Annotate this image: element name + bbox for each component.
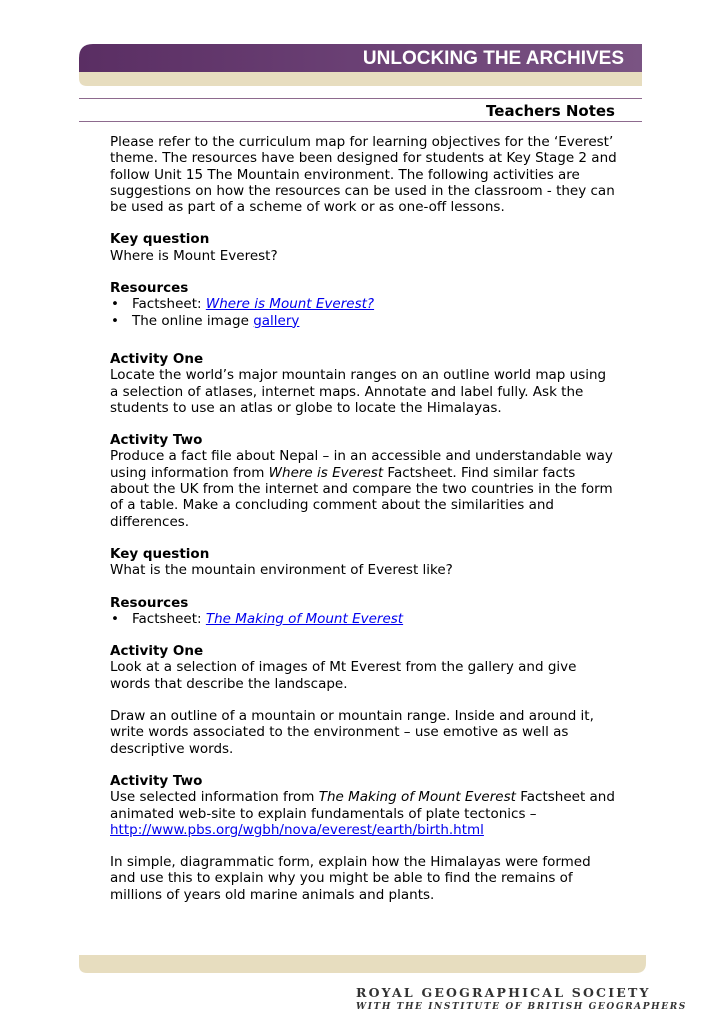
activity-two-text-b: Factsheet and animated web-site to explain fundamentals of plate tectonics – xyxy=(110,789,615,822)
footer-org-name: ROYAL GEOGRAPHICAL SOCIETY xyxy=(356,985,651,1000)
intro-paragraph: Please refer to the curriculum map for learning objectives for the ‘Everest’ theme. The resources have been designed for students at Key Stage 2 and follow Unit 15 The Mountain environment. The following activities are suggestions on how the resources can be used in the classroom - they can be used as part of a scheme of work or as one-off lessons. xyxy=(110,134,617,216)
activity-one-text-1: Locate the world’s major mountain ranges on an outline world map using a selection of atlases, internet maps. Annotate and label fully. Ask the students to use an atlas or globe to locate the Himalayas. xyxy=(110,367,607,416)
activity-two-text-2 xyxy=(110,789,618,822)
activity-two-text-a: Produce a fact file about Nepal – in an accessible and understandable way using information from xyxy=(110,448,613,481)
key-question-1: Where is Mount Everest? xyxy=(110,247,278,264)
activity-two-text-1 xyxy=(110,448,618,529)
list-item xyxy=(110,296,618,312)
activity-one-heading-2: Activity One xyxy=(110,643,204,660)
footer-band-shape xyxy=(79,955,646,973)
resource-prefix: Factsheet: xyxy=(132,610,206,627)
header-rule-top xyxy=(79,98,642,99)
resource-prefix: The online image xyxy=(132,312,254,329)
list-item xyxy=(110,611,618,627)
resources-heading-1: Resources xyxy=(110,280,189,297)
activity-two-heading-2: Activity Two xyxy=(110,772,203,789)
footer-org-subtitle: WITH THE INSTITUTE OF BRITISH GEOGRAPHERS xyxy=(356,1002,687,1012)
factsheet-link-making-of-everest[interactable]: The Making of Mount Everest xyxy=(205,610,404,627)
key-question-2: What is the mountain environment of Everest like? xyxy=(110,562,453,579)
gallery-link[interactable]: gallery xyxy=(253,312,300,329)
activity-two-italic: Where is Everest xyxy=(268,464,384,481)
activity-two-heading-1: Activity Two xyxy=(110,432,203,449)
activity-one-text-2b: Draw an outline of a mountain or mountain range. Inside and around it, write words associated to the environment – use emotive as well as descriptive words. xyxy=(110,708,594,757)
activity-one-text-2a: Look at a selection of images of Mt Everest from the gallery and give words that describe the landscape. xyxy=(110,659,577,692)
list-item xyxy=(110,313,618,329)
resources-heading-2: Resources xyxy=(110,594,189,611)
activity-two-text-2b: In simple, diagrammatic form, explain how the Himalayas were formed and use this to explain why you might be able to find the remains of millions of years old marine animals and plants. xyxy=(110,854,591,903)
page-title: Teachers Notes xyxy=(486,102,615,120)
resources-list-1 xyxy=(110,296,618,329)
activity-two-text-a: Use selected information from xyxy=(110,789,319,806)
banner-title: UNLOCKING THE ARCHIVES xyxy=(362,48,624,69)
activity-two-text-b: Factsheet. Find similar facts about the UK from the internet and compare the two countries in the form of a table. Make a concluding comment about the similarities and differences. xyxy=(110,464,613,530)
factsheet-link-where-is-everest[interactable]: Where is Mount Everest? xyxy=(205,296,375,313)
resources-list-2 xyxy=(110,611,618,627)
key-question-heading-2: Key question xyxy=(110,545,210,562)
header-rule-bottom xyxy=(79,121,642,122)
resource-prefix: Factsheet: xyxy=(132,296,206,313)
activity-two-italic: The Making of Mount Everest xyxy=(318,789,516,806)
document-body xyxy=(110,134,618,903)
activity-one-heading-1: Activity One xyxy=(110,350,204,367)
key-question-heading-1: Key question xyxy=(110,231,210,248)
pbs-nova-link[interactable]: http://www.pbs.org/wgbh/nova/everest/earth/birth.html xyxy=(110,821,484,838)
footer-band xyxy=(79,955,646,973)
header-banner xyxy=(79,44,642,86)
